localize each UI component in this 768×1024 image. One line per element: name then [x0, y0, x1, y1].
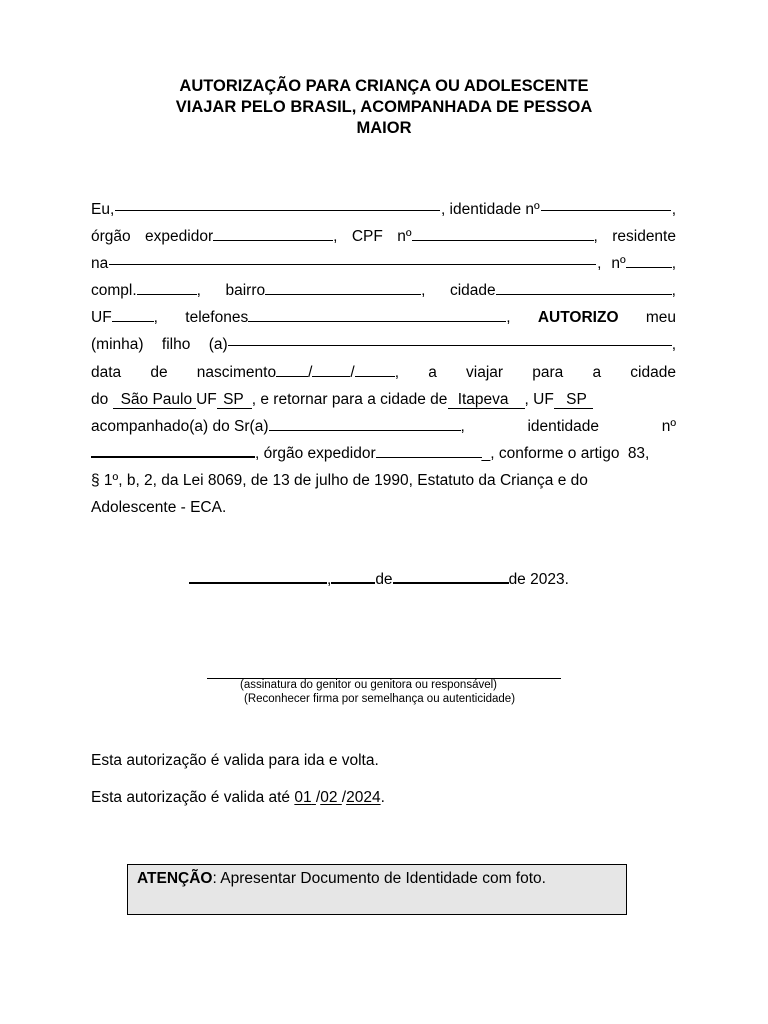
validity-prefix: Esta autorização é valida até: [91, 789, 291, 806]
return-state: SP: [554, 391, 593, 409]
valid-until-month: 02: [320, 789, 338, 806]
id-number-blank: [541, 196, 671, 211]
state-blank: [112, 307, 154, 322]
day-blank: [331, 568, 375, 584]
valid-until-day: 01: [294, 789, 312, 806]
comma: ,: [327, 571, 332, 588]
text-telefones: telefones: [185, 309, 249, 326]
date-separator: /: [350, 364, 355, 381]
validity-line-2: [91, 784, 676, 811]
document-title: [0, 76, 768, 139]
text-orgao: órgão: [91, 228, 131, 245]
text-no: nº: [397, 228, 412, 245]
comma: ,: [671, 282, 676, 299]
text-a: a: [428, 364, 437, 381]
text-autorizo: AUTORIZO: [537, 309, 619, 326]
text-a: (a): [208, 336, 228, 353]
companion-issuer-blank: [376, 443, 482, 458]
date-separator: /: [341, 789, 347, 806]
valid-until-year: 2024: [346, 789, 381, 806]
text-acompanhado: acompanhado(a) do Sr(a): [91, 418, 269, 435]
text-data: data: [91, 364, 122, 381]
text-conforme: _, conforme o artigo: [481, 445, 620, 462]
text-para: para: [532, 364, 564, 381]
companion-id-blank: [91, 442, 255, 458]
issuer-blank: [213, 226, 333, 241]
comma: ,: [671, 336, 676, 353]
text-bairro: bairro: [225, 282, 266, 299]
birth-year-blank: [355, 362, 395, 377]
text-cidade: cidade: [449, 282, 496, 299]
text-minha: (minha): [91, 336, 144, 353]
body-line-4: [91, 277, 676, 304]
place-blank: [189, 568, 327, 584]
district-blank: [265, 280, 421, 295]
destination-city: São Paulo: [113, 391, 197, 409]
return-city: Itapeva: [448, 391, 525, 409]
text-eu: Eu,: [91, 201, 115, 218]
text-meu: meu: [645, 309, 676, 326]
child-name-blank: [228, 331, 672, 346]
attention-box: [127, 864, 627, 915]
text-do: do: [91, 391, 109, 408]
title-line-3: MAIOR: [356, 119, 412, 137]
text-a: a: [592, 364, 602, 381]
text-de: de: [150, 364, 168, 381]
comma: ,: [671, 201, 676, 218]
text-filho: filho: [161, 336, 191, 353]
text-de: de: [375, 571, 393, 588]
period: .: [380, 789, 385, 806]
validity-line-1: Esta autorização é valida para ida e volta.: [91, 752, 379, 769]
text-nascimento: nascimento: [196, 364, 277, 381]
birth-month-blank: [312, 362, 350, 377]
comma: ,: [196, 282, 201, 299]
body-line-5: [91, 304, 676, 331]
comma: ,: [333, 228, 338, 245]
comma: ,: [597, 255, 602, 272]
name-blank: [115, 196, 440, 211]
body-line-6: [91, 331, 676, 358]
text-retornar: , e retornar para a cidade de: [251, 391, 448, 408]
cpf-blank: [412, 226, 594, 241]
month-blank: [393, 568, 509, 584]
text-residente: residente: [612, 228, 676, 245]
body-line-1: [91, 196, 676, 223]
address-blank: [109, 250, 596, 265]
text-expedidor: expedidor: [145, 228, 214, 245]
signature-notes: [0, 678, 768, 706]
body-line-8: [91, 386, 676, 413]
complement-blank: [137, 280, 197, 295]
date-separator: /: [308, 364, 313, 381]
companion-name-blank: [269, 416, 461, 431]
text-de-2023: de 2023.: [508, 571, 569, 588]
comma: ,: [421, 282, 426, 299]
text-orgao-expedidor: , órgão expedidor: [255, 445, 376, 462]
signature-note-2: (Reconhecer firma por semelhança ou autenticidade): [244, 693, 516, 705]
comma: ,: [394, 364, 399, 381]
attention-text: : Apresentar Documento de Identidade com foto.: [212, 870, 546, 887]
title-line-1: AUTORIZAÇÃO PARA CRIANÇA OU ADOLESCENTE: [179, 77, 589, 95]
body-line-11: § 1º, b, 2, da Lei 8069, de 13 de julho de 1990, Estatuto da Criança e do: [91, 472, 588, 489]
comma: ,: [593, 228, 598, 245]
city-blank: [496, 280, 672, 295]
text-cpf: CPF: [351, 228, 383, 245]
phone-blank: [248, 307, 506, 322]
body-line-2: [91, 223, 676, 250]
number-blank: [626, 253, 672, 268]
text-identidade: identidade: [527, 418, 600, 435]
text-cidade: cidade: [630, 364, 676, 381]
text-uf: UF: [196, 391, 217, 408]
text-no: nº: [611, 255, 626, 272]
title-line-2: VIAJAR PELO BRASIL, ACOMPANHADA DE PESSOA: [175, 98, 593, 116]
text-identidade: , identidade nº: [440, 201, 540, 218]
comma: ,: [153, 309, 158, 326]
body-line-9: [91, 413, 676, 440]
date-separator: /: [315, 789, 321, 806]
body-line-12: Adolescente - ECA.: [91, 499, 227, 516]
text-compl: compl.: [91, 282, 137, 299]
attention-label: ATENÇÃO: [137, 870, 213, 887]
text-na: na: [91, 255, 109, 272]
text-83: 83,: [627, 445, 650, 462]
comma: ,: [671, 255, 676, 272]
birth-day-blank: [276, 362, 308, 377]
destination-state: SP: [217, 391, 252, 409]
text-no: nº: [661, 418, 676, 435]
comma: ,: [506, 309, 511, 326]
signature-note-1: (assinatura do genitor ou genitora ou responsável): [240, 679, 497, 691]
text-viajar: viajar: [466, 364, 504, 381]
body-line-7: [91, 359, 676, 386]
body-line-10: [91, 440, 676, 467]
text-uf: , UF: [524, 391, 554, 408]
comma: ,: [460, 418, 465, 435]
date-line: [189, 566, 609, 593]
text-uf: UF: [91, 309, 112, 326]
body-line-3: [91, 250, 676, 277]
